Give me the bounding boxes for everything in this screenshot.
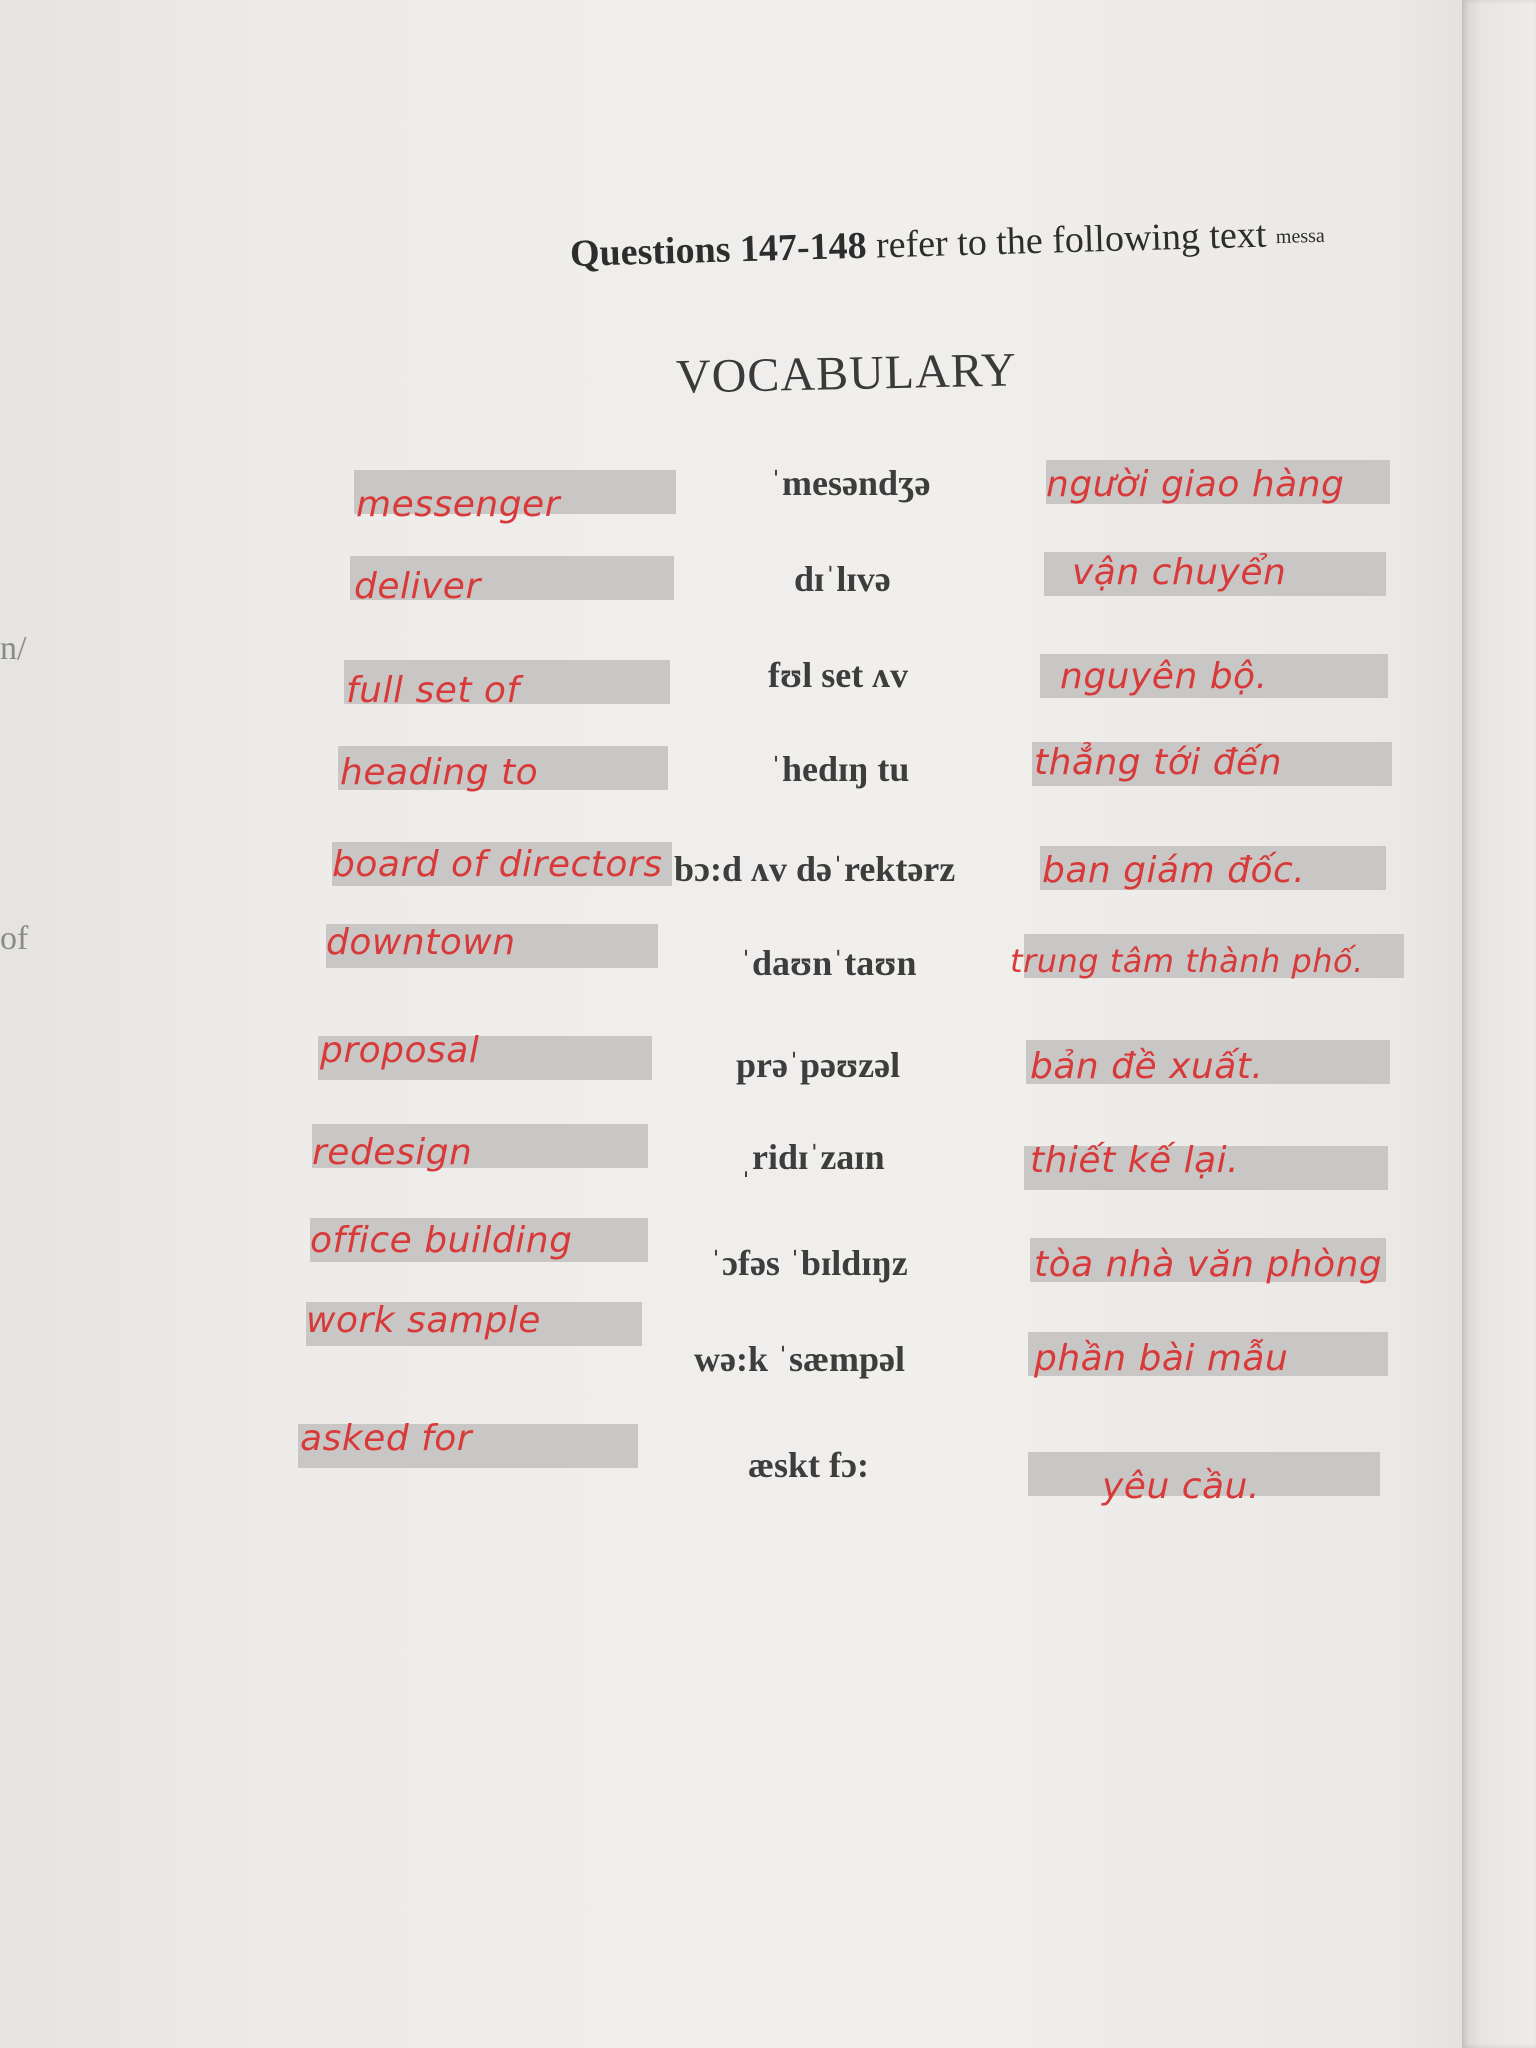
vocab-ipa: fʊl set ʌv	[768, 655, 909, 695]
vocab-meaning: người giao hàng	[1046, 464, 1345, 505]
margin-fragment: of	[0, 920, 29, 957]
vocab-meaning: thiết kế lại.	[1030, 1140, 1240, 1181]
vocab-row	[0, 1030, 1536, 1110]
vocab-ipa: ˈɔfəs ˈbɪldɪŋz	[710, 1243, 908, 1283]
vocab-row	[0, 1296, 1536, 1379]
vocab-word: deliver	[354, 566, 481, 607]
vocab-row	[0, 460, 1536, 540]
page-title: VOCABULARY	[675, 343, 1018, 404]
vocab-meaning: vận chuyển	[1072, 552, 1287, 593]
vocab-ipa: ˌridɪˈzaɪn	[740, 1137, 885, 1177]
vocab-ipa: ˈmesəndʒə	[770, 463, 931, 503]
vocab-row	[0, 552, 1536, 632]
questions-instruction-tail: messa	[1275, 224, 1326, 249]
vocab-meaning: tòa nhà văn phòng	[1034, 1244, 1383, 1285]
vocab-row	[0, 1406, 1536, 1507]
margin-fragment: n/	[0, 630, 27, 667]
vocab-ipa: bɔ:d ʌv dəˈrektərz	[674, 849, 956, 889]
vocab-ipa: æskt fɔ:	[748, 1445, 869, 1485]
questions-range: Questions 147-148	[569, 224, 868, 275]
vocab-meaning: phần bài mẫu	[1034, 1338, 1289, 1379]
vocab-ipa: dɪˈlɪvə	[794, 559, 891, 599]
vocab-row	[0, 654, 1536, 734]
vocab-word: proposal	[320, 1030, 480, 1071]
vocab-word: heading to	[340, 752, 539, 793]
vocab-word: asked for	[300, 1418, 473, 1459]
vocab-word: board of directors	[332, 844, 663, 885]
vocab-word: work sample	[306, 1300, 541, 1341]
vocab-row	[0, 742, 1536, 822]
vocab-row	[0, 922, 1536, 1002]
vocab-ipa: prəˈpəʊzəl	[736, 1045, 901, 1085]
vocab-row	[0, 836, 1536, 916]
vocab-meaning: yêu cầu.	[1102, 1466, 1260, 1507]
vocab-word: full set of	[346, 670, 520, 711]
questions-instruction: refer to the following text	[865, 213, 1267, 267]
vocab-word: redesign	[312, 1132, 473, 1173]
vocab-ipa: wə:k ˈsæmpəl	[694, 1339, 905, 1379]
vocab-meaning: ban giám đốc.	[1042, 850, 1306, 891]
vocab-word: messenger	[356, 484, 560, 525]
vocab-meaning: bản đề xuất.	[1030, 1046, 1264, 1087]
vocab-ipa: ˈdaʊnˈtaʊn	[740, 943, 917, 983]
vocab-row	[0, 1214, 1536, 1294]
vocab-word: downtown	[326, 922, 516, 963]
vocab-row	[0, 1118, 1536, 1198]
vocab-word: office building	[310, 1220, 573, 1261]
vocab-meaning: nguyên bộ.	[1060, 656, 1268, 697]
vocab-ipa: ˈhedɪŋ tu	[770, 749, 910, 789]
vocab-meaning: trung tâm thành phố.	[1010, 942, 1364, 980]
vocab-meaning: thẳng tới đến	[1034, 742, 1283, 783]
